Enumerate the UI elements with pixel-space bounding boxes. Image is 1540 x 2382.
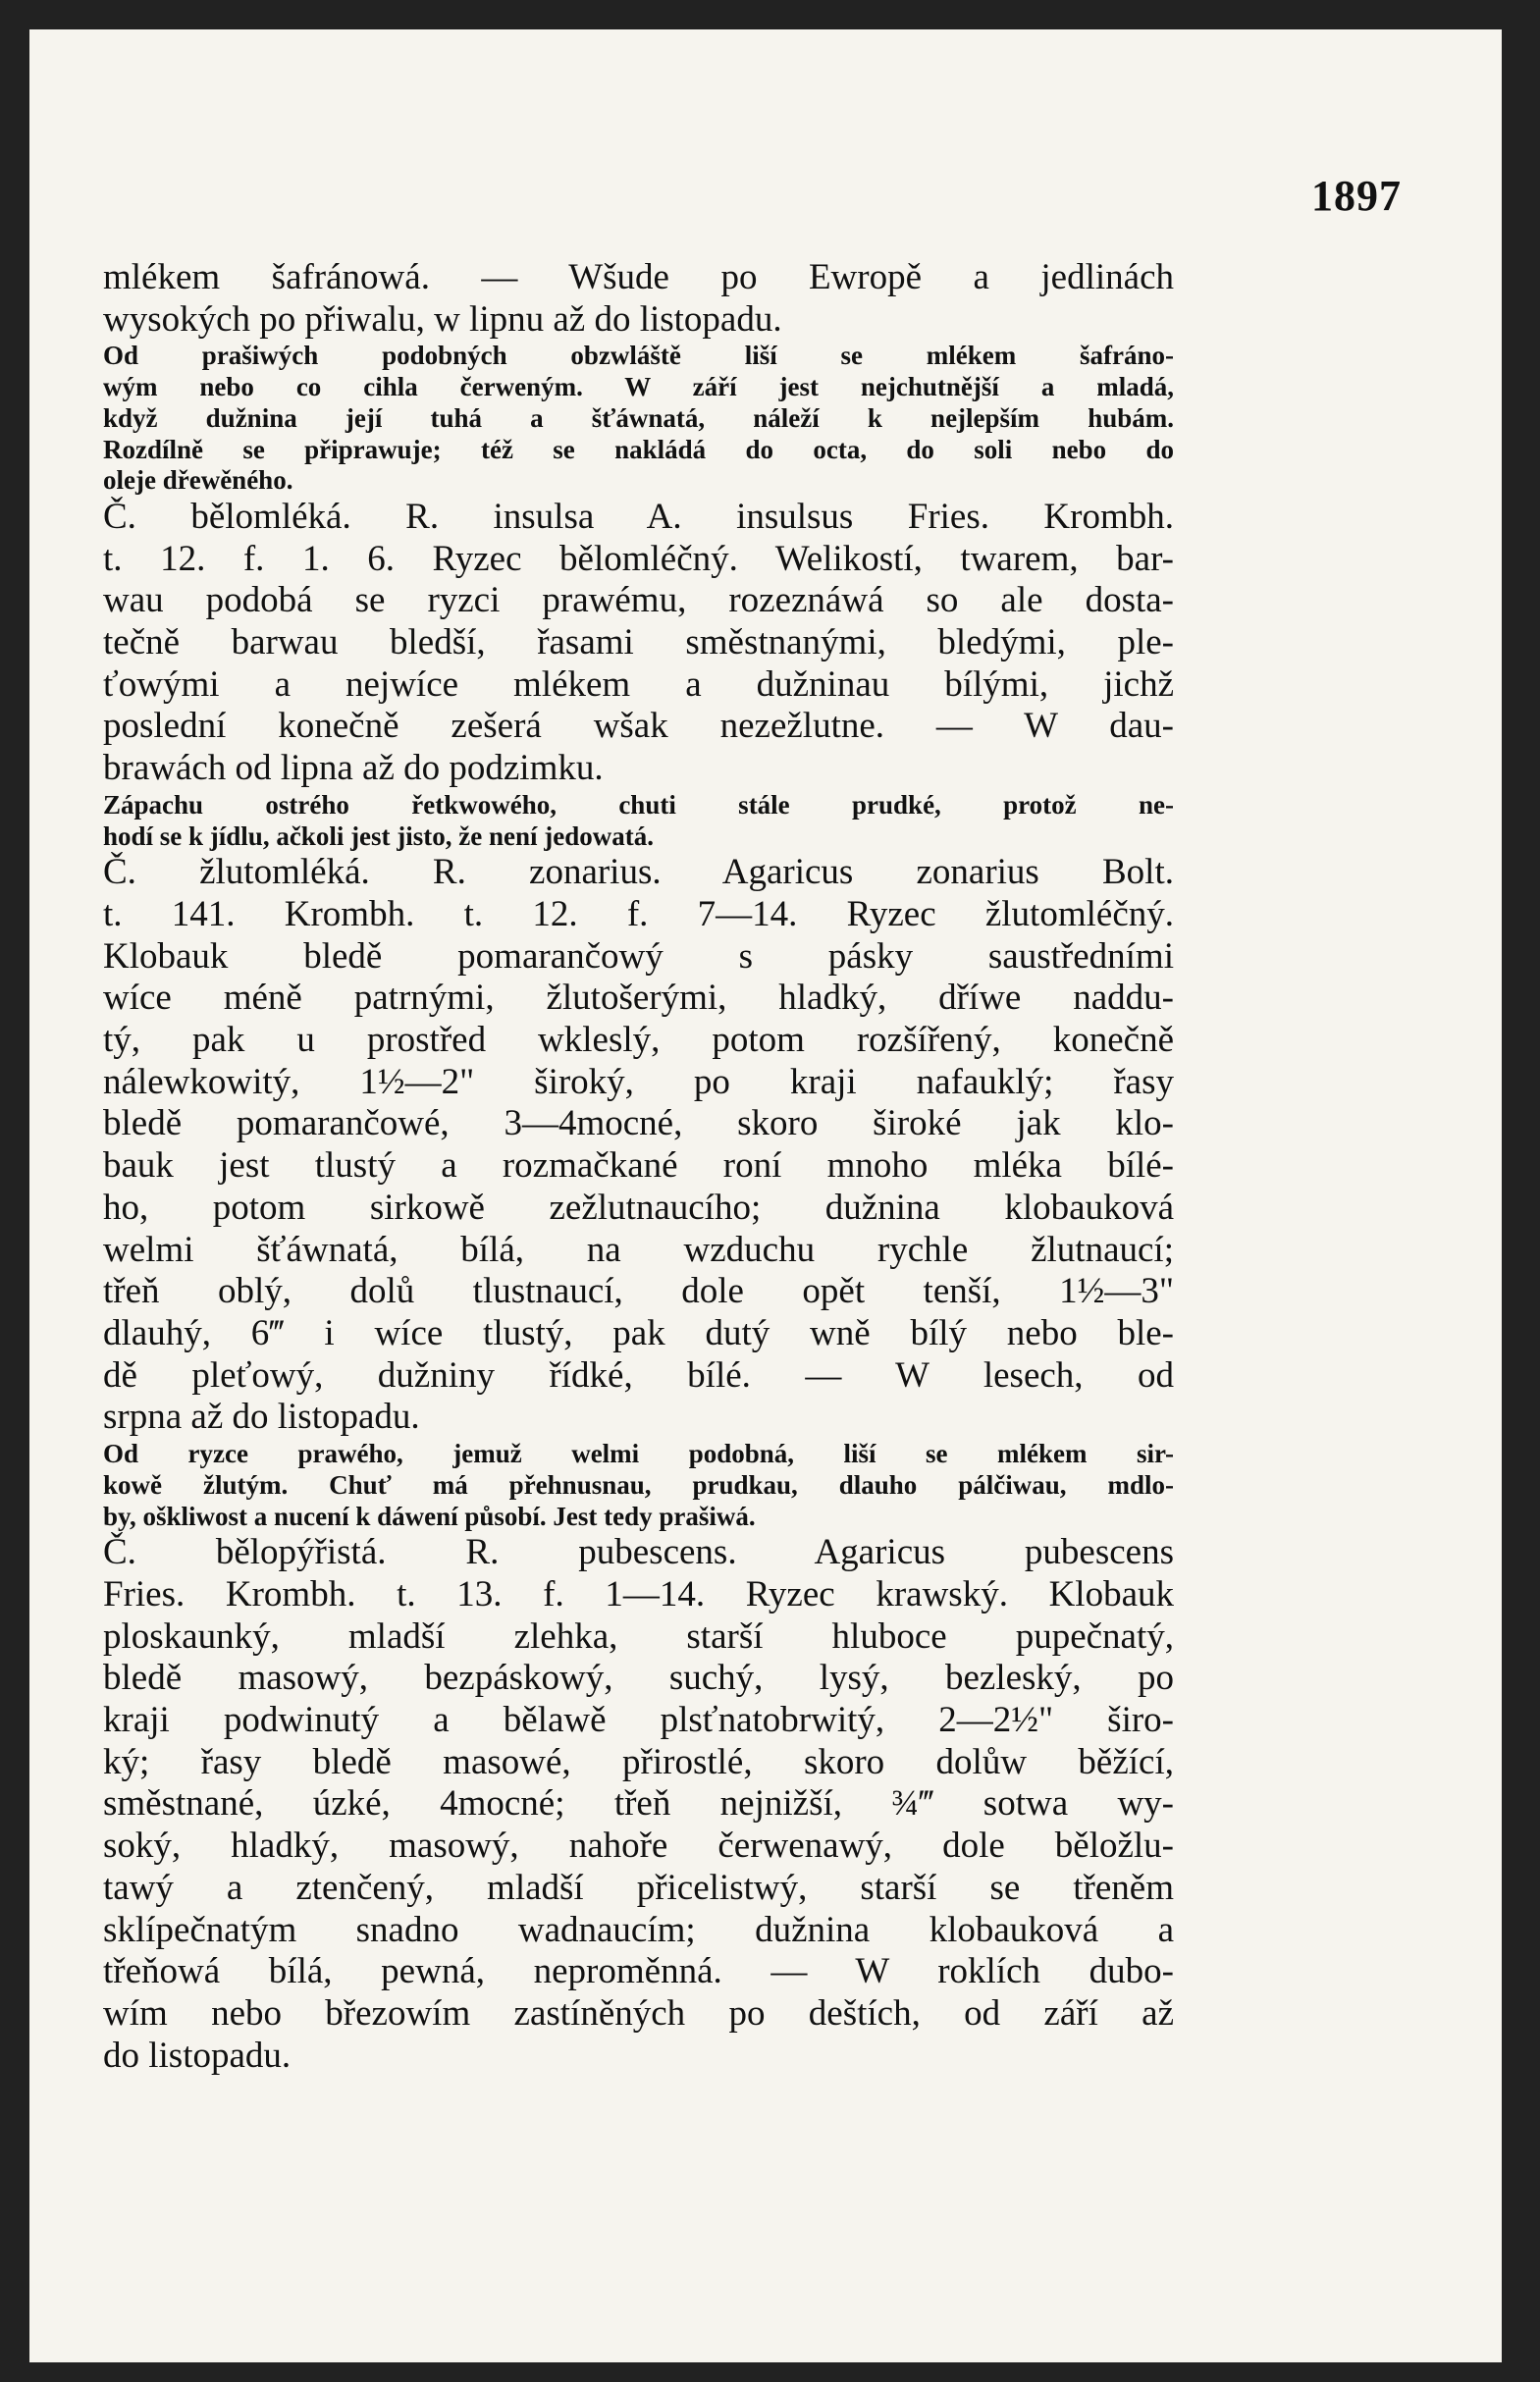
text-line: Zápachu ostrého řetkwowého, chuti stále prudké, protož ne- [103, 789, 1174, 820]
text-line: Od ryzce prawého, jemuž welmi podobná, liší se mlékem sir- [103, 1439, 1174, 1469]
body-paragraph [103, 852, 1174, 1439]
text-line: třeňowá bílá, pewná, neproměnná. — W roklích dubo- [103, 1951, 1174, 1992]
text-line: Od prašiwých podobných obzwláště liší se mlékem šafráno- [103, 341, 1174, 371]
text-line: t. 12. f. 1. 6. Ryzec bělomléčný. Welikostí, twarem, bar- [103, 538, 1174, 579]
note-paragraph [103, 1439, 1174, 1532]
text-line: tawý a ztenčený, mladší přicelistwý, starší se třeněm [103, 1867, 1174, 1908]
text-line: oleje dřewěného. [103, 465, 293, 496]
text-line: směstnané, úzké, 4mocné; třeň nejnižší, ¾‴ sotwa wy- [103, 1783, 1174, 1825]
text-line: wysokých po přiwalu, w lipnu až do listopadu. [103, 298, 782, 340]
text-line: mlékem šafránowá. — Wšude po Ewropě a jedlinách [103, 257, 1174, 297]
text-line: Rozdílně se připrawuje; též se nakládá do octa, do soli nebo do [103, 434, 1174, 464]
text-line: do listopadu. [103, 2035, 292, 2076]
text-line: kowě žlutým. Chuť má přehnusnau, prudkau, dlauho pálčiwau, mdlo- [103, 1469, 1174, 1500]
body-paragraph [103, 1532, 1174, 2077]
text-line: bledě masowý, bezpáskowý, suchý, lysý, bezleský, po [103, 1658, 1174, 1699]
text-line: třeň oblý, dolů tlustnaucí, dole opět tenší, 1½—3" [103, 1271, 1174, 1312]
text-line: ho, potom sirkowě zežlutnaucího; dužnina klobauková [103, 1187, 1174, 1228]
text-line: brawách od lipna až do podzimku. [103, 748, 604, 789]
text-line: kraji podwinutý a bělawě plsťnatobrwitý, 2—2½" širo- [103, 1700, 1174, 1741]
text-line: Č. bělopýřistá. R. pubescens. Agaricus pubescens [103, 1532, 1174, 1573]
text-body [103, 257, 1174, 2077]
text-line: ký; řasy bledě masowé, přirostlé, skoro dolůw běžící, [103, 1741, 1174, 1782]
note-paragraph [103, 790, 1174, 852]
text-line: Č. bělomléká. R. insulsa A. insulsus Fries. Krombh. [103, 496, 1174, 537]
text-line: ťowými a nejwíce mlékem a dužninau bílými, jichž [103, 663, 1174, 705]
note-paragraph [103, 341, 1174, 497]
text-line: dě pleťowý, dužniny řídké, bílé. — W lesech, od [103, 1354, 1174, 1396]
text-line: wým nebo co cihla čerweným. W září jest nejchutnější a mladá, [103, 372, 1174, 402]
text-line: bauk jest tlustý a rozmačkané roní mnoho mléka bílé- [103, 1145, 1174, 1187]
text-line: poslední konečně zešerá wšak nezežlutne. — W dau- [103, 706, 1174, 747]
text-line: wím nebo březowím zastíněných po deštích, od září až [103, 1992, 1174, 2034]
text-line: t. 141. Krombh. t. 12. f. 7—14. Ryzec žlutomléčný. [103, 893, 1174, 934]
text-line: tý, pak u prostřed wkleslý, potom rozšířený, konečně [103, 1020, 1174, 1061]
text-line: wau podobá se ryzci prawému, rozeznáwá so ale dosta- [103, 580, 1174, 621]
text-line: ploskaunký, mladší zlehka, starší hluboce pupečnatý, [103, 1615, 1174, 1657]
text-line: welmi šťáwnatá, bílá, na wzduchu rychle žlutnaucí; [103, 1229, 1174, 1270]
text-line: Fries. Krombh. t. 13. f. 1—14. Ryzec krawský. Klobauk [103, 1573, 1174, 1614]
page-number: 1897 [1311, 172, 1402, 220]
text-line: tečně barwau bledší, řasami směstnanými, bledými, ple- [103, 622, 1174, 663]
text-line: srpna až do listopadu. [103, 1397, 420, 1438]
body-paragraph [103, 497, 1174, 790]
text-line: hodí se k jídlu, ačkoli jest jisto, že není jedowatá. [103, 820, 655, 851]
text-line: soký, hladký, masowý, nahoře čerwenawý, dole běložlu- [103, 1826, 1174, 1867]
text-line: wíce méně patrnými, žlutošerými, hladký, dříwe naddu- [103, 978, 1174, 1019]
text-line: Klobauk bledě pomarančowý s pásky saustředními [103, 935, 1174, 977]
body-paragraph [103, 257, 1174, 341]
text-line: by, oškliwost a nucení k dáwení působí. Jest tedy prašiwá. [103, 1501, 756, 1531]
text-line: nálewkowitý, 1½—2" široký, po kraji nafauklý; řasy [103, 1061, 1174, 1102]
text-line: dlauhý, 6‴ i wíce tlustý, pak dutý wně bílý nebo ble- [103, 1312, 1174, 1353]
text-line: Č. žlutomléká. R. zonarius. Agaricus zonarius Bolt. [103, 852, 1174, 893]
book-page [29, 29, 1502, 2362]
text-line: když dužnina její tuhá a šťáwnatá, náleží k nejlepším hubám. [103, 402, 1174, 433]
text-line: bledě pomarančowé, 3—4mocné, skoro široké jak klo- [103, 1103, 1174, 1144]
text-line: sklípečnatým snadno wadnaucím; dužnina klobauková a [103, 1909, 1174, 1950]
